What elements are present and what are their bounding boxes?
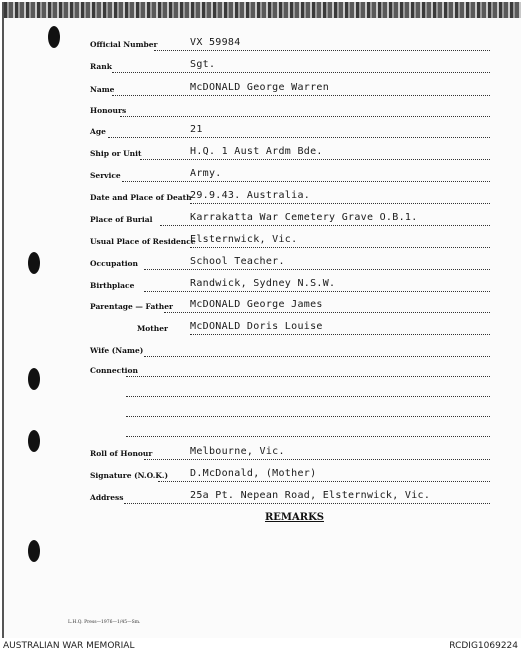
field-value: Elsternwick, Vic. bbox=[190, 234, 298, 245]
dotted-rule bbox=[112, 95, 490, 96]
dotted-rule bbox=[190, 247, 490, 248]
form-row bbox=[4, 253, 521, 271]
dotted-rule bbox=[126, 416, 490, 417]
form-row bbox=[4, 143, 521, 161]
field-value: D.McDonald, (Mother) bbox=[190, 468, 317, 479]
field-value: 21 bbox=[190, 124, 203, 135]
field-label: Date and Place of Death bbox=[90, 193, 192, 202]
field-value: Karrakatta War Cemetery Grave O.B.1. bbox=[190, 212, 418, 223]
field-value: School Teacher. bbox=[190, 256, 285, 267]
dotted-rule bbox=[126, 376, 490, 377]
form-row bbox=[4, 380, 521, 398]
field-value: McDONALD George Warren bbox=[190, 82, 330, 93]
field-label: Address bbox=[90, 493, 124, 502]
dotted-rule bbox=[120, 116, 490, 117]
punch-hole bbox=[28, 540, 40, 562]
field-label: Name bbox=[90, 85, 115, 94]
archive-footer bbox=[0, 639, 521, 654]
form-row bbox=[4, 318, 521, 336]
field-value: Melbourne, Vic. bbox=[190, 446, 285, 457]
form-row bbox=[4, 465, 521, 483]
archive-name: AUSTRALIAN WAR MEMORIAL bbox=[3, 641, 135, 651]
field-label: Parentage — Father bbox=[90, 302, 173, 311]
field-label: Age bbox=[90, 127, 106, 136]
form-row bbox=[4, 443, 521, 461]
field-label: Official Number bbox=[90, 40, 158, 49]
field-label: Roll of Honour bbox=[90, 449, 153, 458]
field-value: VX 59984 bbox=[190, 37, 241, 48]
record-card bbox=[2, 2, 521, 638]
field-label: Signature (N.O.K.) bbox=[90, 471, 168, 480]
field-label: Place of Burial bbox=[90, 215, 153, 224]
field-label: Usual Place of Residence bbox=[90, 237, 196, 246]
field-value: Army. bbox=[190, 168, 222, 179]
form-row bbox=[4, 56, 521, 74]
form-row bbox=[4, 231, 521, 249]
dotted-rule bbox=[144, 459, 490, 460]
form-row bbox=[4, 187, 521, 205]
field-value: 25a Pt. Nepean Road, Elsternwick, Vic. bbox=[190, 490, 431, 501]
form-row bbox=[4, 79, 521, 97]
form-row bbox=[4, 340, 521, 358]
field-label: Connection bbox=[90, 366, 138, 375]
dotted-rule bbox=[144, 356, 490, 357]
field-value: Randwick, Sydney N.S.W. bbox=[190, 278, 336, 289]
field-label: Ship or Unit bbox=[90, 149, 142, 158]
form-row bbox=[4, 165, 521, 183]
field-label: Mother bbox=[137, 324, 168, 333]
dotted-rule bbox=[154, 50, 490, 51]
dotted-rule bbox=[160, 225, 490, 226]
field-label: Birthplace bbox=[90, 281, 135, 290]
field-label: Occupation bbox=[90, 259, 138, 268]
dotted-rule bbox=[124, 503, 490, 504]
dotted-rule bbox=[126, 436, 490, 437]
dotted-rule bbox=[190, 203, 490, 204]
field-label: Service bbox=[90, 171, 121, 180]
form-row bbox=[4, 275, 521, 293]
field-label: Wife (Name) bbox=[90, 346, 144, 355]
form-row bbox=[4, 209, 521, 227]
scan-edge-band bbox=[4, 2, 521, 18]
form-row bbox=[4, 360, 521, 378]
form-row bbox=[4, 296, 521, 314]
field-value: McDONALD George James bbox=[190, 299, 323, 310]
dotted-rule bbox=[126, 396, 490, 397]
form-row bbox=[4, 420, 521, 438]
field-value: Sgt. bbox=[190, 59, 216, 70]
dotted-rule bbox=[108, 137, 490, 138]
remarks-heading: REMARKS bbox=[265, 512, 324, 523]
field-value: H.Q. 1 Aust Ardm Bde. bbox=[190, 146, 323, 157]
dotted-rule bbox=[190, 334, 490, 335]
form-row bbox=[4, 487, 521, 505]
dotted-rule bbox=[122, 181, 490, 182]
field-value: 29.9.43. Australia. bbox=[190, 190, 311, 201]
field-label: Rank bbox=[90, 62, 112, 71]
form-row bbox=[4, 121, 521, 139]
field-label: Honours bbox=[90, 106, 127, 115]
field-value: McDONALD Doris Louise bbox=[190, 321, 323, 332]
dotted-rule bbox=[140, 159, 490, 160]
dotted-rule bbox=[164, 312, 490, 313]
dotted-rule bbox=[144, 291, 490, 292]
dotted-rule bbox=[158, 481, 490, 482]
dotted-rule bbox=[112, 72, 490, 73]
form-row bbox=[4, 100, 521, 118]
dotted-rule bbox=[144, 269, 490, 270]
record-id: RCDIG1069224 bbox=[449, 641, 518, 651]
form-row bbox=[4, 400, 521, 418]
form-row bbox=[4, 34, 521, 52]
printer-imprint: L.H.Q. Press—1976—1/45—Sm. bbox=[68, 620, 141, 625]
